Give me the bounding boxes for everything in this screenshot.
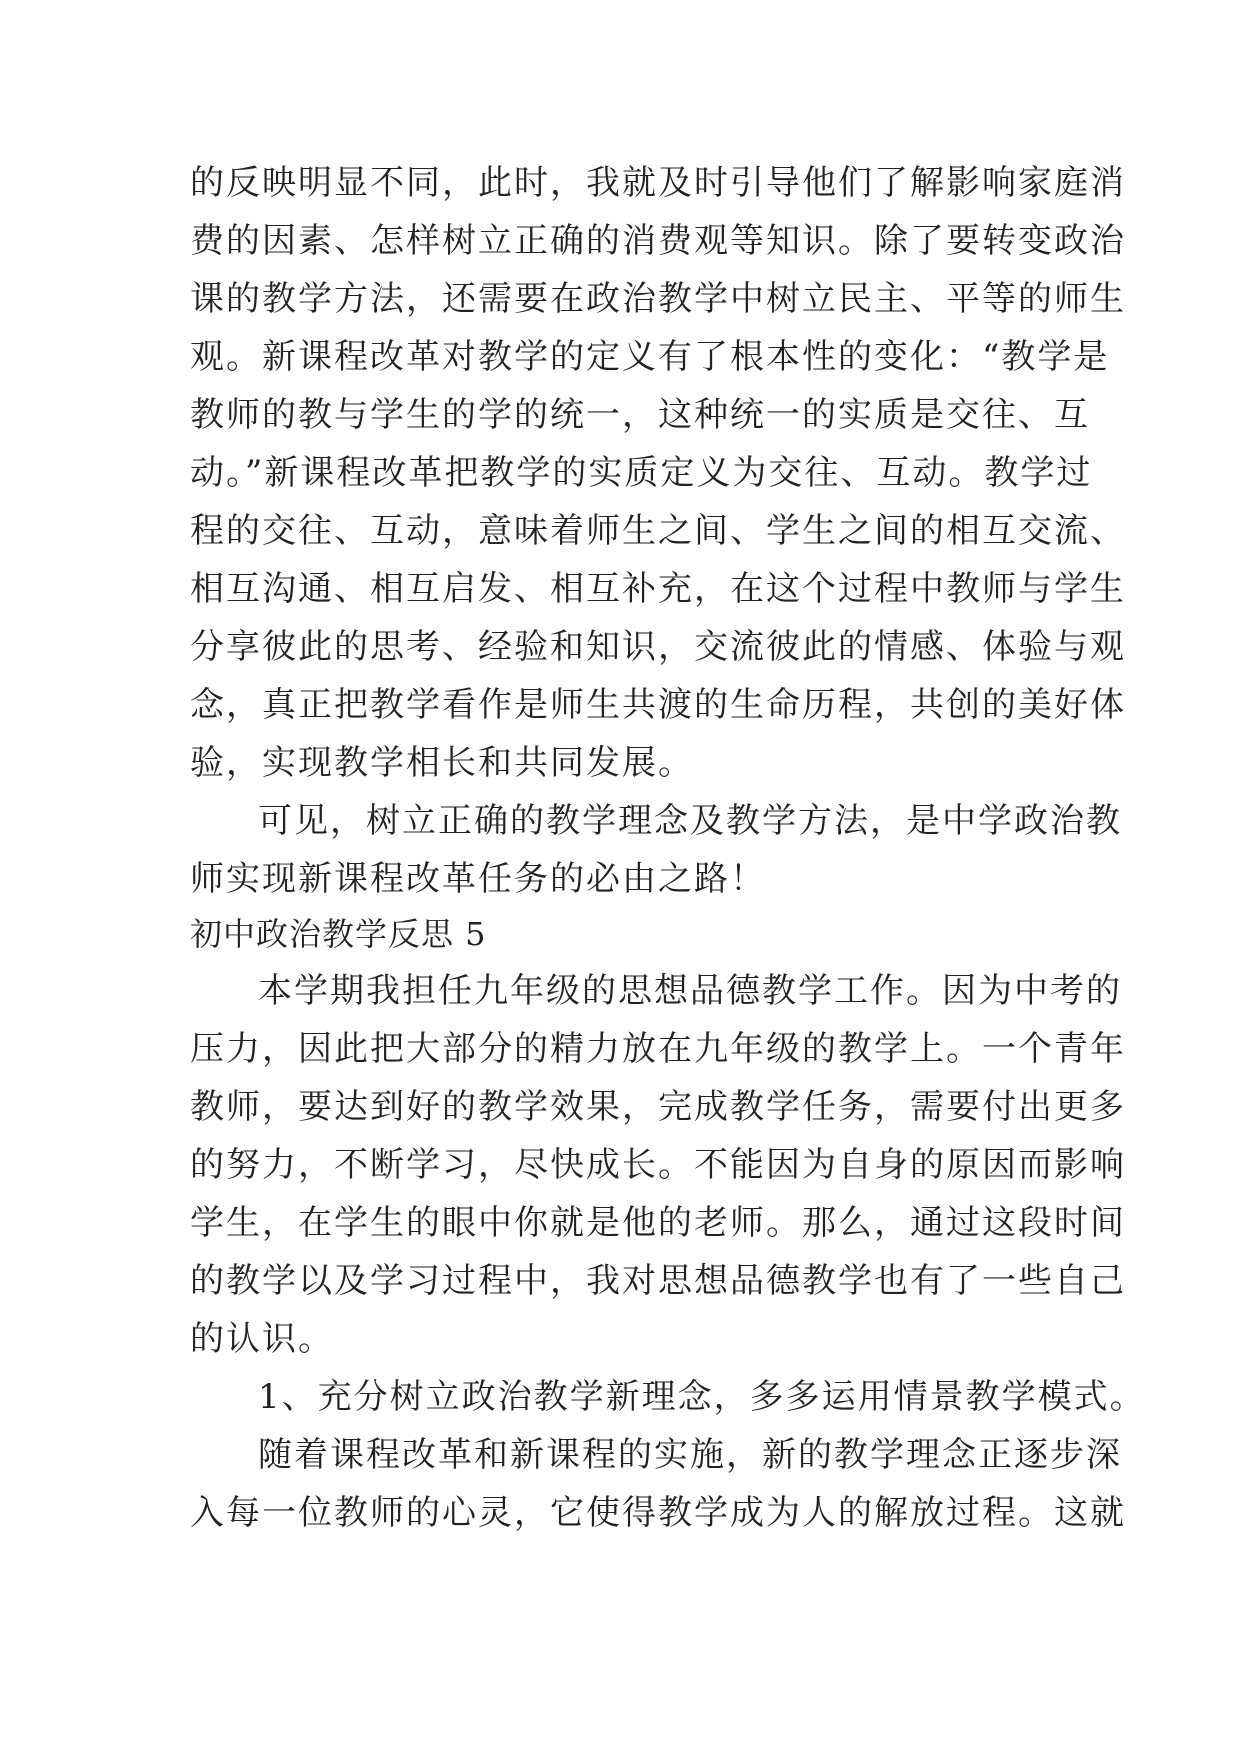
paragraph (190, 1426, 1126, 1542)
text-line: 动。”新课程改革把教学的实质定义为交往、互动。教学过 (190, 453, 1093, 493)
section-heading: 初中政治教学反思 5 (190, 915, 487, 953)
text-line: 程的交往、互动，意味着师生之间、学生之间的相互交流、 (190, 511, 1126, 551)
text-line: 本学期我担任九年级的思想品德教学工作。因为中考的 (258, 971, 1122, 1011)
text-line: 教师的教与学生的学的统一，这种统一的实质是交往、互 (190, 395, 1090, 435)
paragraph (190, 792, 1122, 908)
paragraph (190, 154, 1126, 792)
text-line: 的认识。 (190, 1319, 334, 1359)
text-line: 1、充分树立政治教学新理念，多多运用情景教学模式。 (258, 1377, 1146, 1417)
text-line: 念，真正把教学看作是师生共渡的生命历程，共创的美好体 (190, 685, 1126, 725)
text-line: 的反映明显不同，此时，我就及时引导他们了解影响家庭消 (190, 163, 1126, 203)
paragraph (190, 962, 1126, 1368)
text-line: 入每一位教师的心灵，它使得教学成为人的解放过程。这就 (190, 1493, 1126, 1533)
text-line: 费的因素、怎样树立正确的消费观等知识。除了要转变政治 (190, 221, 1126, 261)
document-body (190, 154, 1146, 1542)
text-line: 随着课程改革和新课程的实施，新的教学理念正逐步深 (258, 1435, 1122, 1475)
text-line: 验，实现教学相长和共同发展。 (190, 743, 694, 783)
text-line: 学生，在学生的眼中你就是他的老师。那么，通过这段时间 (190, 1203, 1126, 1243)
text-line: 的努力，不断学习，尽快成长。不能因为自身的原因而影响 (190, 1145, 1126, 1185)
text-line: 教师，要达到好的教学效果，完成教学任务，需要付出更多 (190, 1087, 1126, 1127)
text-line: 可见，树立正确的教学理念及教学方法，是中学政治教 (258, 801, 1122, 841)
text-line: 压力，因此把大部分的精力放在九年级的教学上。一个青年 (190, 1029, 1126, 1069)
text-line: 观。新课程改革对教学的定义有了根本性的变化：“教学是 (190, 337, 1110, 377)
text-line: 师实现新课程改革任务的必由之路！ (190, 859, 766, 899)
text-line: 相互沟通、相互启发、相互补充，在这个过程中教师与学生 (190, 569, 1126, 609)
text-line: 分享彼此的思考、经验和知识，交流彼此的情感、体验与观 (190, 627, 1126, 667)
text-line: 的教学以及学习过程中，我对思想品德教学也有了一些自己 (190, 1261, 1126, 1301)
paragraph (190, 1368, 1146, 1426)
text-line: 课的教学方法，还需要在政治教学中树立民主、平等的师生 (190, 279, 1126, 319)
